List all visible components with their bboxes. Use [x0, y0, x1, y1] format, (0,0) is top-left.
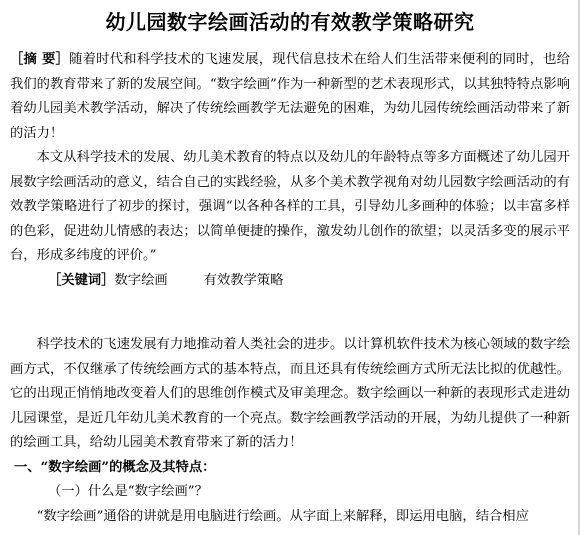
document-title: 幼儿园数字绘画活动的有效教学策略研究 [105, 10, 475, 34]
abstract-paragraph-2: 本文从科学技术的发展、幼儿美术教育的特点以及幼儿的年龄特点等多方面概述了幼儿园开展数字绘画活动的意义，结合自己的实践经验，从多个美术教学视角对幼儿园数字绘画活动的有效教学策略进行了初步的探讨，强调“以各种各样的工具，引导幼儿多画种的体验；以丰富多样的色彩，促进幼儿情感的表达；以简单便捷的操作，激发幼儿创作的欲望；以灵活多变的展示平台，形成多纬度的评价。” [10, 150, 570, 263]
blank-space [10, 293, 570, 333]
keywords-tag: ［关键词］ [48, 272, 115, 288]
section-1-heading: 一、“数字绘画”的概念及其特点： [14, 459, 216, 475]
keywords-line [10, 269, 570, 294]
intro-paragraph: 科学技术的飞速发展有力地推动着人类社会的进步。以计算机软件技术为核心领域的数字绘画方式，不仅继承了传统绘画方式的基本特点，而且还具有传统绘画方式所无法比拟的优越性。它的出现正悄悄地改变着人们的思维创作模式及审美理念。数字绘画以一种新的表现形式走进幼儿园课堂，是近几年幼儿美术教育的一个亮点。数字绘画教学活动的开展，为幼儿提供了一种新的绘画工具，给幼儿园美术教育带来了新的活力！ [10, 337, 570, 450]
keyword-1: 数字绘画 [114, 272, 168, 288]
abstract-text: 随着时代和科学技术的飞速发展，现代信息技术在给人们生活带来便利的同时，也给我们的教育带来了新的发展空间。“数字绘画”作为一种新型的艺术表现形式，以其独特特点影响着幼儿园美术教学活动，解决了传统绘画教学无法避免的困难，为幼儿园传统绘画活动带来了新的活力！ [10, 52, 570, 141]
body-text-cutoff: “数字绘画”通俗的讲就是用电脑进行绘画。从字面上来解释，即运用电脑，结合相应 [36, 508, 529, 524]
keyword-2: 有效教学策略 [203, 272, 284, 288]
subsection-1-heading: （一）什么是“数字绘画”？ [48, 484, 208, 499]
abstract-paragraph [10, 48, 570, 146]
abstract-tag: ［摘 要］ [10, 52, 70, 67]
